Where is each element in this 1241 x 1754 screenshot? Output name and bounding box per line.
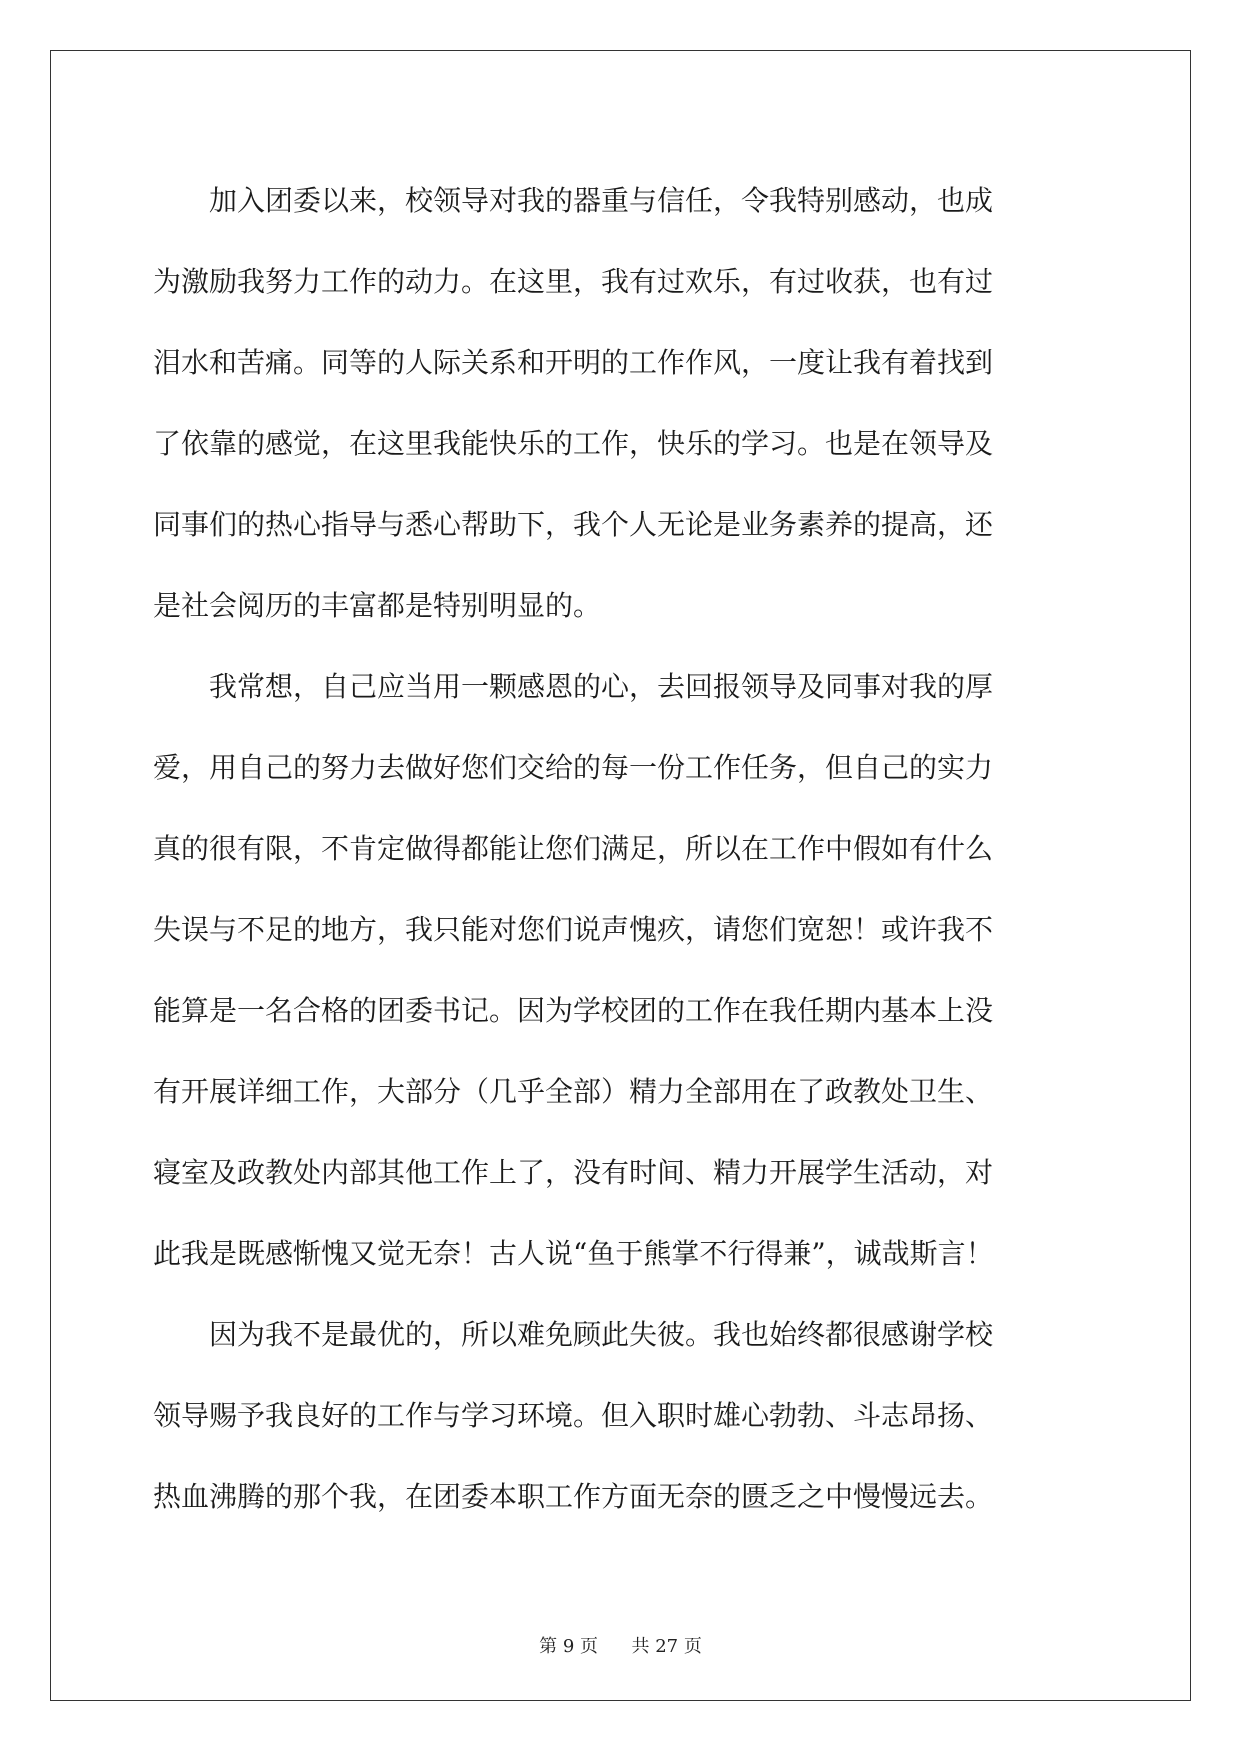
text-line: 此我是既感惭愧又觉无奈！古人说“鱼于熊掌不行得兼”，诚哉斯言！	[153, 1237, 994, 1270]
text-line: 因为我不是最优的，所以难免顾此失彼。我也始终都很感谢学校	[153, 1318, 994, 1351]
text-line: 能算是一名合格的团委书记。因为学校团的工作在我任期内基本上没	[153, 994, 994, 1027]
text-line: 了依靠的感觉，在这里我能快乐的工作，快乐的学习。也是在领导及	[153, 427, 994, 460]
text-line: 热血沸腾的那个我，在团委本职工作方面无奈的匮乏之中慢慢远去。	[153, 1480, 994, 1513]
text-line: 真的很有限，不肯定做得都能让您们满足，所以在工作中假如有什么	[153, 832, 994, 865]
text-line: 是社会阅历的丰富都是特别明显的。	[153, 589, 602, 622]
text-line: 寝室及政教处内部其他工作上了，没有时间、精力开展学生活动，对	[153, 1156, 994, 1189]
text-line: 为激励我努力工作的动力。在这里，我有过欢乐，有过收获，也有过	[153, 265, 994, 298]
text-line: 领导赐予我良好的工作与学习环境。但入职时雄心勃勃、斗志昂扬、	[153, 1399, 994, 1432]
text-line: 同事们的热心指导与悉心帮助下，我个人无论是业务素养的提高，还	[153, 508, 994, 541]
page-number-total: 共 27 页	[631, 1636, 702, 1657]
document-body	[153, 160, 1093, 1537]
page-footer	[0, 1632, 1241, 1658]
text-line: 爱，用自己的努力去做好您们交给的每一份工作任务，但自己的实力	[153, 751, 994, 784]
page-number-current: 第 9 页	[539, 1636, 599, 1657]
text-line: 泪水和苦痛。同等的人际关系和开明的工作作风，一度让我有着找到	[153, 346, 994, 379]
text-line: 失误与不足的地方，我只能对您们说声愧疚，请您们宽恕！或许我不	[153, 913, 994, 946]
text-line: 我常想，自己应当用一颗感恩的心，去回报领导及同事对我的厚	[153, 670, 994, 703]
text-line: 加入团委以来，校领导对我的器重与信任，令我特别感动，也成	[153, 184, 994, 217]
text-line: 有开展详细工作，大部分（几乎全部）精力全部用在了政教处卫生、	[153, 1075, 994, 1108]
